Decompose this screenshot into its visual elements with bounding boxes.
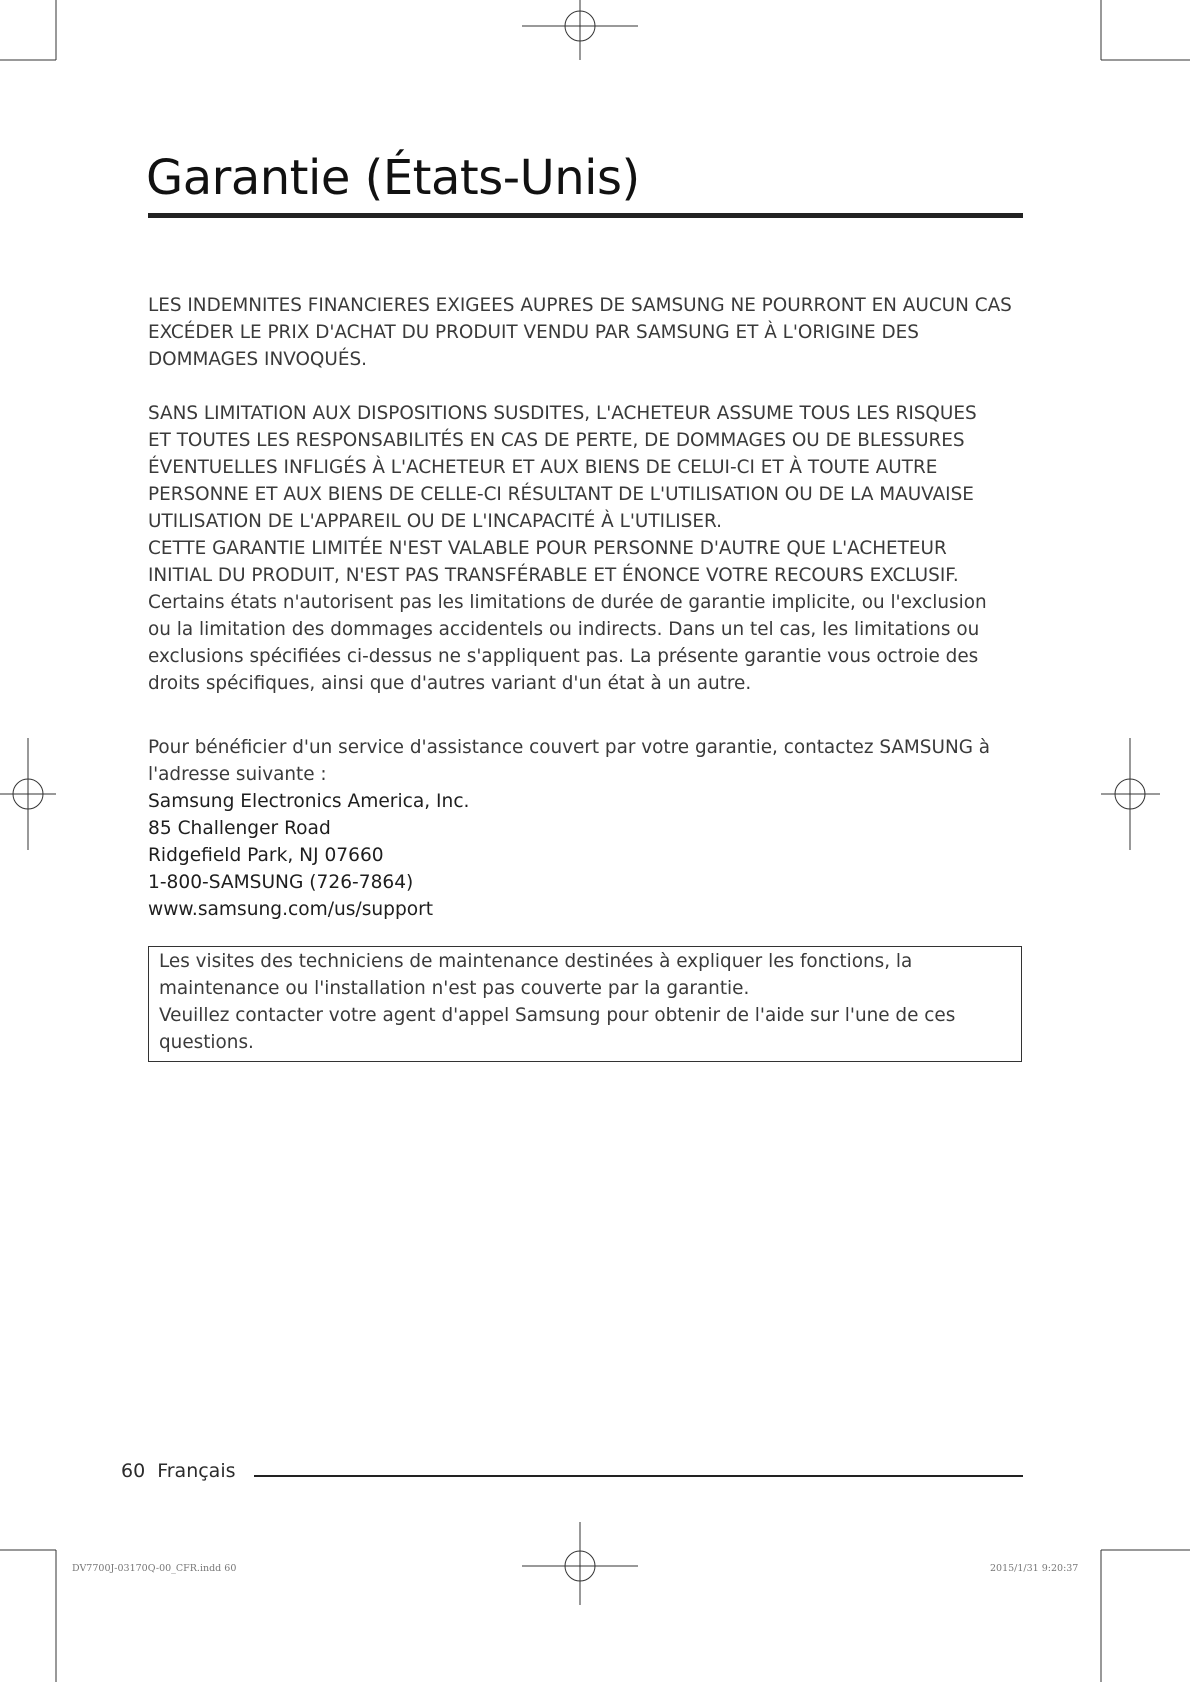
disclaimer-line: Certains états n'autorisent pas les limitations de durée de garantie implicite, ou l'exclusion bbox=[148, 592, 987, 613]
note-line: maintenance ou l'installation n'est pas couverte par la garantie. bbox=[159, 978, 750, 999]
page-number: 60 bbox=[121, 1460, 146, 1482]
footer-rule bbox=[254, 1475, 1023, 1477]
disclaimer-paragraph bbox=[148, 400, 1028, 697]
disclaimer-line: INITIAL DU PRODUIT, N'EST PAS TRANSFÉRABLE ET ÉNONCE VOTRE RECOURS EXCLUSIF. bbox=[148, 565, 959, 586]
disclaimer-line: droits spécifiques, ainsi que d'autres variant d'un état à un autre. bbox=[148, 673, 752, 694]
disclaimer-line: exclusions spécifiées ci-dessus ne s'appliquent pas. La présente garantie vous octroie des bbox=[148, 646, 979, 667]
service-contact-section bbox=[148, 734, 1028, 923]
service-instructions-line: Pour bénéficier d'un service d'assistance couvert par votre garantie, contactez SAMSUNG à bbox=[148, 737, 991, 758]
disclaimer-line: PERSONNE ET AUX BIENS DE CELLE-CI RÉSULTANT DE L'UTILISATION OU DE LA MAUVAISE bbox=[148, 484, 974, 505]
note-line: Les visites des techniciens de maintenance destinées à expliquer les fonctions, la bbox=[159, 951, 913, 972]
address-city: Ridgefield Park, NJ 07660 bbox=[148, 845, 384, 866]
disclaimer-line: UTILISATION DE L'APPAREIL OU DE L'INCAPACITÉ À L'UTILISER. bbox=[148, 511, 722, 532]
note-line: Veuillez contacter votre agent d'appel Samsung pour obtenir de l'aide sur l'une de ces bbox=[159, 1005, 956, 1026]
liability-limit-text: LES INDEMNITES FINANCIERES EXIGEES AUPRES DE SAMSUNG NE POURRONT EN AUCUN CAS EXCÉDER LE PRIX D'ACHAT DU PRODUIT VENDU PAR SAMSUNG ET À L'ORIGINE DES DOMMAGES INVOQUÉS. bbox=[148, 295, 1012, 370]
disclaimer-line: SANS LIMITATION AUX DISPOSITIONS SUSDITES, L'ACHETEUR ASSUME TOUS LES RISQUES bbox=[148, 403, 977, 424]
disclaimer-line: CETTE GARANTIE LIMITÉE N'EST VALABLE POUR PERSONNE D'AUTRE QUE L'ACHETEUR bbox=[148, 538, 947, 559]
print-slug-file: DV7700J-03170Q-00_CFR.indd 60 bbox=[72, 1563, 237, 1574]
note-box bbox=[148, 946, 1022, 1062]
address-phone: 1-800-SAMSUNG (726-7864) bbox=[148, 872, 414, 893]
footer-language: Français bbox=[157, 1460, 236, 1482]
service-instructions-line: l'adresse suivante : bbox=[148, 764, 327, 785]
page-title: Garantie (États-Unis) bbox=[146, 150, 640, 206]
print-slug-date: 2015/1/31 9:20:37 bbox=[990, 1563, 1079, 1574]
address-website: www.samsung.com/us/support bbox=[148, 899, 434, 920]
address-company: Samsung Electronics America, Inc. bbox=[148, 791, 470, 812]
disclaimer-line: ou la limitation des dommages accidentels ou indirects. Dans un tel cas, les limitations ou bbox=[148, 619, 980, 640]
page-footer bbox=[121, 1460, 236, 1482]
disclaimer-line: ET TOUTES LES RESPONSABILITÉS EN CAS DE PERTE, DE DOMMAGES OU DE BLESSURES bbox=[148, 430, 965, 451]
note-line: questions. bbox=[159, 1032, 254, 1053]
liability-limit-paragraph bbox=[148, 292, 1028, 373]
address-street: 85 Challenger Road bbox=[148, 818, 331, 839]
disclaimer-line: ÉVENTUELLES INFLIGÉS À L'ACHETEUR ET AUX BIENS DE CELUI-CI ET À TOUTE AUTRE bbox=[148, 457, 938, 478]
title-rule bbox=[148, 213, 1023, 218]
